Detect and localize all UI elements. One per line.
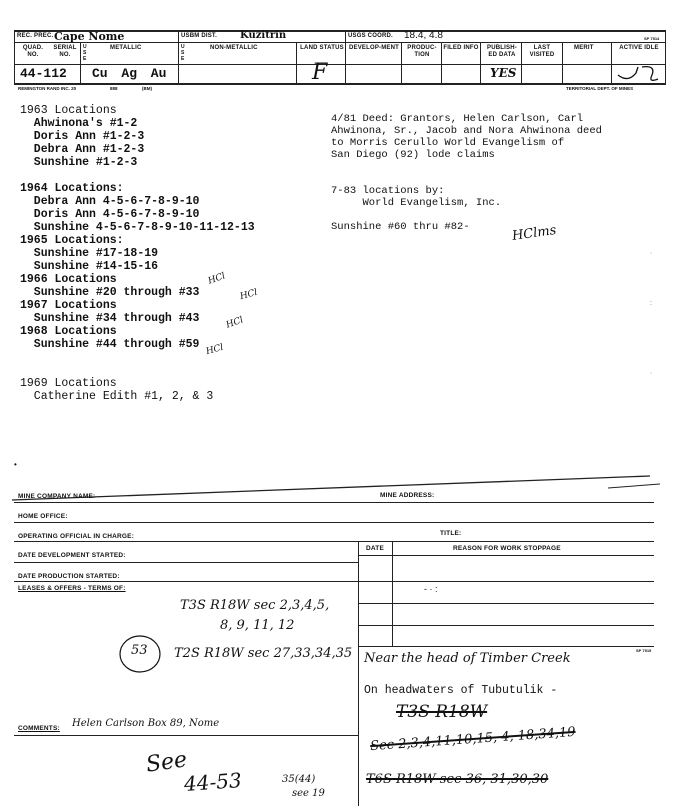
usgs-coord-label: USGS COORD. [348,33,393,39]
footer-mid1: 888 [110,86,118,91]
footer-mid2: (BM) [142,86,152,91]
handwritten-initial: HCl [239,287,259,303]
handwritten-initial: HCl [205,342,225,358]
header-vrule [562,42,563,84]
form-rule [14,581,654,582]
header-vrule [345,30,346,84]
rec-prec-value: Cape Nome [54,30,125,43]
hand-struck-township-2: T6S R18W sec 36, 31,30,30 [366,772,549,787]
date-development-label: DATE DEVELOPMENT STARTED: [18,552,126,559]
record-line [20,169,330,182]
page-speck: · [650,250,653,257]
tick-marks: - · : [424,584,438,594]
mine-company-label: MINE COMPANY NAME: [18,493,96,500]
quad-no-label: QUAD. NO. [22,45,44,58]
record-line: 1968 Locations [20,325,117,338]
header-vrule [178,30,179,84]
hand-circle-number: 53 [131,643,148,658]
deed-line: World Evangelism, Inc. [331,197,502,209]
record-line: Sunshine #20 through #33 [20,286,200,299]
deed-line: Ahwinona, Sr., Jacob and Nora Ahwinona deed [331,125,602,137]
form-rule [14,562,358,563]
records-right-column [331,113,661,233]
metals-value: Cu Ag Au [92,66,167,81]
active-idle-label: ACTIVE IDLE [619,45,659,51]
date-production-label: DATE PRODUCTION STARTED: [18,573,120,580]
deed-line [331,173,661,185]
record-line: Sunshine #44 through #59 [20,338,200,351]
form-rule [358,555,654,556]
reason-label: REASON FOR WORK STOPPAGE [453,545,561,552]
header-vrule [665,30,666,84]
header-vrule [480,42,481,84]
handwritten-initial: HClms [511,222,558,245]
usgs-coord-value: 18.4, 4.8 [404,30,443,41]
handwritten-initial: HCl [206,271,227,287]
deed-line: 4/81 Deed: Grantors, Helen Carlson, Carl [331,113,584,125]
form-rule [14,502,654,503]
title-label: TITLE: [440,530,462,537]
record-line: Sunshine #34 through #43 [20,312,200,325]
deed-line: Sunshine #60 thru #82- [331,221,470,233]
filed-info-label: FILED INFO [443,45,479,51]
deed-line [331,209,661,221]
hand-near-timber-creek: Near the head of Timber Creek [364,651,571,666]
record-line: Debra Ann 4-5-6-7-8-9-10 [20,195,200,208]
record-line: Sunshine #14-15-16 [20,260,159,273]
form-vrule [392,541,393,647]
header-bottom-border [14,83,666,85]
header-rule-2 [14,64,666,65]
published-data-label: PUBLISH-ED DATA [487,45,517,58]
record-line: Doris Ann #1-2-3 [20,130,145,143]
hand-see-3: 35(44) [282,774,316,785]
record-line: 1969 Locations [20,377,117,390]
header-vrule [441,42,442,84]
record-line: 1963 Locations [20,104,117,117]
hand-township-1: T3S R18W sec 2,3,4,5, [180,598,330,613]
record-line: 1966 Locations [20,273,117,286]
footer-left: REMINGTON RAND INC. 20 [18,86,77,91]
date-label: DATE [366,545,385,552]
typed-headwaters: On headwaters of Tubutulik - [364,684,558,697]
deed-line: to Morris Cerullo World Evangelism of [331,137,565,149]
comments-label: COMMENTS: [18,725,60,732]
record-line: Debra Ann #1-2-3 [20,143,145,156]
nonmetallic-label: NON-METALLIC [210,45,258,51]
home-office-label: HOME OFFICE: [18,513,68,520]
active-idle-scribble-icon [612,63,662,87]
hand-struck-sections: Sec 2,3,4,11,10,15, 4, 18,34,19 [369,724,577,755]
record-line: 1965 Locations: [20,234,124,247]
production-label: PRODUC-TION [407,45,437,58]
hand-comments: Helen Carlson Box 89, Nome [72,718,220,729]
form-rule [358,646,654,647]
header-vrule [401,42,402,84]
metallic-unit-marks: U S E [83,44,87,62]
deed-line: 7-83 locations by: [331,185,445,197]
mine-address-label: MINE ADDRESS: [380,492,435,499]
hand-township-2: T2S R18W sec 27,33,34,35 [174,646,353,661]
nonmetallic-unit-marks: U S E [181,44,185,62]
deed-line [331,161,661,173]
usbm-dist-label: USBM DIST. [181,33,218,39]
record-line: Sunshine 4-5-6-7-8-9-10-11-12-13 [20,221,255,234]
usbm-dist-value: Kuzitrin [240,30,287,41]
page-speck: : [650,300,652,307]
record-line: Ahwinona's #1-2 [20,117,138,130]
land-status-label: LAND STATUS [300,45,344,51]
form-rule [358,625,654,626]
leases-offers-label: LEASES & OFFERS - TERMS OF: [18,585,126,592]
footer-right: TERRITORIAL DEPT. OF MINES [566,86,634,91]
published-value: YES [490,66,517,80]
last-visited-label: LAST VISITED [529,45,555,58]
form-rule [14,735,358,736]
serial-no-label: SERIAL NO. [53,45,77,58]
record-line: 1964 Locations: [20,182,124,195]
land-status-value: F [312,60,328,85]
hand-see: See [144,747,189,778]
header-vrule [521,42,522,84]
header-vrule [14,30,15,84]
development-label: DEVELOP-MENT [348,45,400,51]
hand-struck-township-1: T3S R18W [396,702,488,722]
form-rule [14,522,654,523]
deed-line: San Diego (92) lode claims [331,149,495,161]
record-line: 1967 Locations [20,299,117,312]
rec-prec-label: REC. PREC. [17,33,54,39]
record-line: Sunshine #17-18-19 [20,247,159,260]
quad-serial-value: 44-112 [20,66,67,81]
operating-official-label: OPERATING OFFICIAL IN CHARGE: [18,533,135,540]
hand-see-number: 44-53 [183,768,243,796]
records-left-column [20,104,330,403]
record-line [20,351,330,364]
header-vrule [296,42,297,84]
metallic-label: METALLIC [110,45,142,51]
form-vrule [358,541,359,806]
form-number-top: SP 7514 [644,36,660,41]
form-rule [358,603,654,604]
handwritten-initial: HCl [224,315,245,331]
record-line: Sunshine #1-2-3 [20,156,138,169]
header-vrule [80,42,81,84]
form-rule [14,541,654,542]
record-line: Doris Ann 4-5-6-7-8-9-10 [20,208,200,221]
page-speck: • [14,460,17,469]
record-line [20,364,330,377]
record-line: Catherine Edith #1, 2, & 3 [20,390,214,403]
hand-township-1b: 8, 9, 11, 12 [220,618,295,633]
form-number-bottom: SP 7515 [636,648,652,653]
page-speck: · [650,370,653,377]
merit-label: MERIT [574,45,594,51]
hand-see-4: see 19 [292,788,325,799]
